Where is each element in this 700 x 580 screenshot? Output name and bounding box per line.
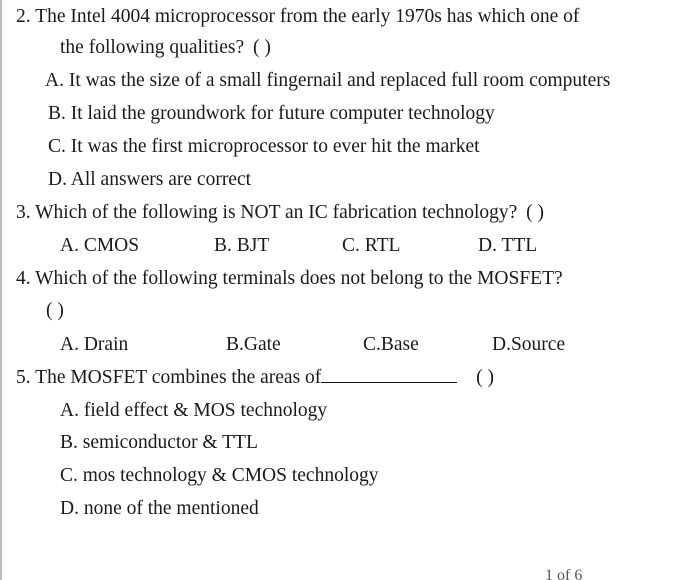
question-2-text: The Intel 4004 microprocessor from the early 1970s has which one of	[35, 6, 580, 27]
question-2-option-c[interactable]: C. It was the first microprocessor to ever hit the market	[48, 136, 480, 157]
question-5-line	[16, 366, 494, 390]
question-3-text: Which of the following is NOT an IC fabrication technology?	[35, 202, 518, 223]
question-5-option-a[interactable]: A. field effect & MOS technology	[60, 400, 328, 421]
question-3-option-d[interactable]: D. TTL	[478, 235, 538, 256]
question-5-option-d[interactable]: D. none of the mentioned	[60, 498, 259, 519]
question-2-option-d[interactable]: D. All answers are correct	[48, 169, 252, 190]
page-edge	[0, 0, 2, 580]
question-2-option-a[interactable]: A. It was the size of a small fingernail and replaced full room computers	[45, 70, 611, 91]
question-2-number: 2.	[16, 6, 31, 27]
question-5-number: 5.	[16, 367, 31, 388]
question-5-option-c[interactable]: C. mos technology & CMOS technology	[60, 465, 379, 486]
question-3-option-a[interactable]: A. CMOS	[60, 235, 140, 256]
question-5-answer-paren[interactable]: ( )	[476, 367, 495, 388]
question-4-option-d[interactable]: D.Source	[492, 334, 566, 355]
question-2-option-b[interactable]: B. It laid the groundwork for future computer technology	[48, 103, 495, 124]
question-5-text: The MOSFET combines the areas of	[35, 367, 322, 388]
question-2-answer-paren[interactable]: ( )	[253, 37, 271, 58]
question-2-line2	[60, 36, 271, 60]
question-3-option-b[interactable]: B. BJT	[214, 235, 270, 256]
question-4-number: 4.	[16, 268, 31, 289]
question-5-option-b[interactable]: B. semiconductor & TTL	[60, 432, 258, 453]
question-5-fill-blank[interactable]	[321, 366, 457, 383]
question-4-answer-paren[interactable]: ( )	[46, 300, 64, 321]
question-3-line	[16, 201, 544, 225]
question-4-option-a[interactable]: A. Drain	[60, 334, 129, 355]
question-3-number: 3.	[16, 202, 31, 223]
question-2-line1	[16, 5, 579, 29]
page-number: 1 of 6	[545, 567, 583, 580]
question-3-option-c[interactable]: C. RTL	[342, 235, 401, 256]
question-4-option-b[interactable]: B.Gate	[226, 334, 281, 355]
question-3-answer-paren[interactable]: ( )	[526, 202, 545, 223]
question-2-text-cont: the following qualities?	[60, 37, 245, 58]
question-4-line	[16, 267, 563, 291]
question-4-option-c[interactable]: C.Base	[363, 334, 419, 355]
question-4-text: Which of the following terminals does not belong to the MOSFET?	[35, 268, 563, 289]
